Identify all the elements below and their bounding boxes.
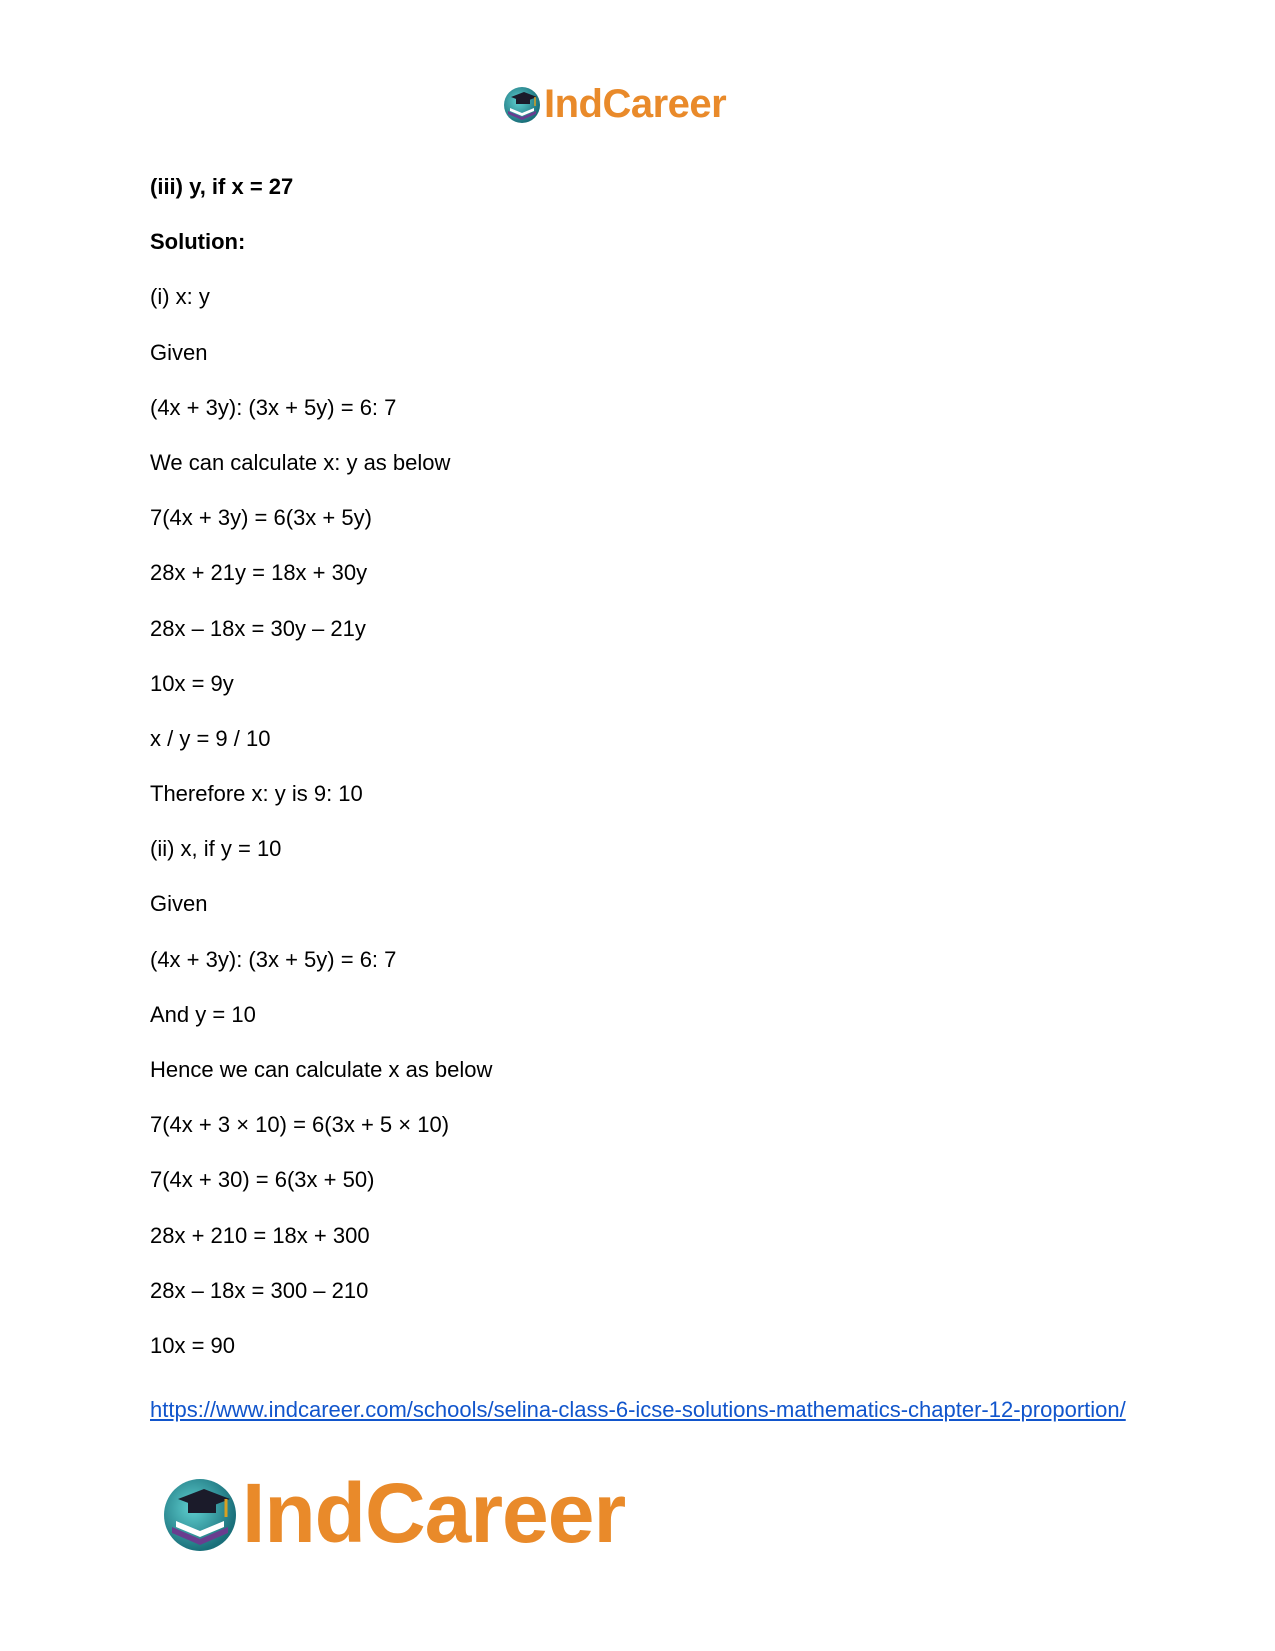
text-line: (i) x: y <box>150 284 210 310</box>
text-line: 10x = 9y <box>150 670 234 696</box>
source-link[interactable]: https://www.indcareer.com/schools/selina-class-6-icse-solutions-mathematics-chapter-12-proportion/ <box>150 1397 1126 1422</box>
text-line: Given <box>150 339 208 365</box>
text-line: x / y = 9 / 10 <box>150 725 271 751</box>
header-logo-text: IndCareer <box>544 82 727 126</box>
graduation-cap-book-icon <box>502 84 542 124</box>
text-line: (ii) x, if y = 10 <box>150 836 282 862</box>
text-line: 10x = 90 <box>150 1332 236 1358</box>
text-line: 7(4x + 3 × 10) = 6(3x + 5 × 10) <box>150 1112 450 1138</box>
text-line: Solution: <box>150 229 246 255</box>
text-line: 28x – 18x = 30y – 21y <box>150 615 366 641</box>
graduation-cap-book-icon <box>160 1473 240 1553</box>
text-line: 28x + 210 = 18x + 300 <box>150 1222 370 1248</box>
footer-logo <box>160 1468 625 1558</box>
footer-logo-text: IndCareer <box>242 1466 626 1560</box>
text-line: 28x – 18x = 300 – 210 <box>150 1277 369 1303</box>
text-line: We can calculate x: y as below <box>150 449 451 475</box>
text-line: 7(4x + 30) = 6(3x + 50) <box>150 1167 375 1193</box>
text-line: (4x + 3y): (3x + 5y) = 6: 7 <box>150 946 397 972</box>
text-line: Therefore x: y is 9: 10 <box>150 781 363 807</box>
text-line: 7(4x + 3y) = 6(3x + 5y) <box>150 505 372 531</box>
header-logo <box>502 80 726 128</box>
text-line: (iii) y, if x = 27 <box>150 174 294 199</box>
text-line: (4x + 3y): (3x + 5y) = 6: 7 <box>150 394 397 420</box>
text-line: Hence we can calculate x as below <box>150 1057 493 1082</box>
solution-content <box>150 174 1140 1388</box>
text-line: 28x + 21y = 18x + 30y <box>150 560 368 586</box>
text-line: And y = 10 <box>150 1001 256 1027</box>
text-line: Given <box>150 891 208 917</box>
